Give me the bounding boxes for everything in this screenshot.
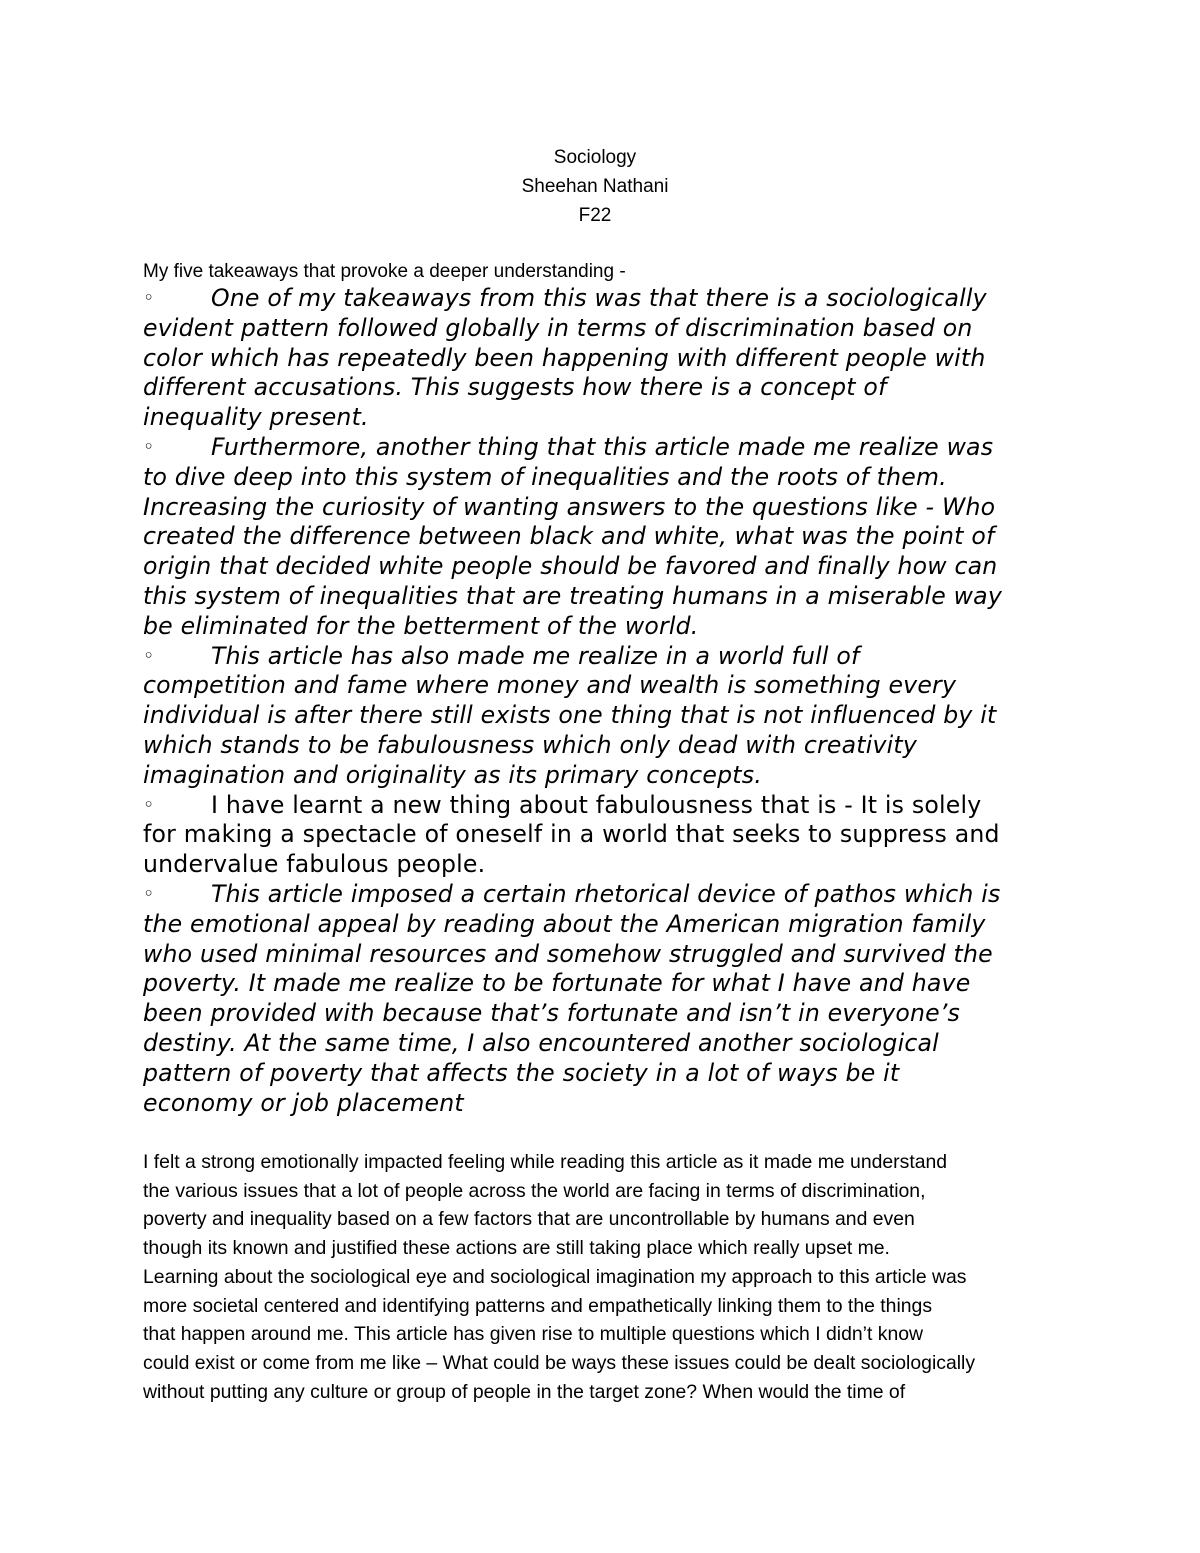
bullet-icon: ◦ bbox=[143, 435, 155, 458]
takeaway-line: economy or job placement bbox=[143, 1088, 464, 1117]
takeaways-intro: My five takeaways that provoke a deeper understanding - bbox=[143, 261, 626, 282]
takeaway-line: who used minimal resources and somehow struggled and survived the bbox=[143, 939, 993, 968]
reflection-line: I felt a strong emotionally impacted feeling while reading this article as it made me understand bbox=[143, 1151, 948, 1173]
takeaway-line: inequality present. bbox=[143, 403, 369, 432]
takeaway-line: evident pattern followed globally in terms of discrimination based on bbox=[143, 313, 973, 342]
bullet-icon: ◦ bbox=[143, 793, 155, 816]
reflection-line: the various issues that a lot of people across the world are facing in terms of discrimination, bbox=[143, 1179, 926, 1202]
takeaways-list bbox=[143, 284, 1073, 1118]
takeaway-line: for making a spectacle of oneself in a world that seeks to suppress and bbox=[143, 820, 1000, 849]
takeaway-line: this system of inequalities that are treating humans in a miserable way bbox=[143, 581, 1003, 610]
takeaway-line: This article has also made me realize in a world full of bbox=[211, 641, 860, 670]
takeaway-line: Furthermore, another thing that this article made me realize was bbox=[211, 432, 994, 461]
reflection-line: more societal centered and identifying patterns and empathetically linking them to the things bbox=[143, 1294, 933, 1317]
takeaway-line: color which has repeatedly been happening with different people with bbox=[143, 343, 986, 372]
takeaway-item bbox=[143, 642, 1073, 791]
takeaway-line: be eliminated for the betterment of the world. bbox=[143, 611, 699, 640]
takeaway-line: created the difference between black and white, what was the point of bbox=[143, 522, 995, 551]
takeaway-line: pattern of poverty that affects the society in a lot of ways be it bbox=[143, 1058, 900, 1087]
bullet-icon: ◦ bbox=[143, 644, 155, 667]
takeaway-line: which stands to be fabulousness which only dead with creativity bbox=[143, 730, 918, 759]
takeaway-line: to dive deep into this system of inequalities and the roots of them. bbox=[143, 462, 947, 491]
reflection-line: though its known and justified these actions are still taking place which really upset me. bbox=[143, 1237, 890, 1260]
author-name: Sheehan Nathani bbox=[521, 176, 669, 197]
term-label: F22 bbox=[578, 205, 612, 226]
takeaway-line: undervalue fabulous people. bbox=[143, 850, 486, 879]
takeaway-line: competition and fame where money and wealth is something every bbox=[143, 671, 957, 700]
takeaway-item bbox=[143, 433, 1073, 642]
takeaway-item bbox=[143, 791, 1073, 880]
takeaway-line: I have learnt a new thing about fabulousness that is - It is solely bbox=[211, 790, 982, 819]
takeaway-line: individual is after there still exists one thing that is not influenced by it bbox=[143, 701, 997, 730]
reflection-line: could exist or come from me like – What could be ways these issues could be dealt sociologically bbox=[143, 1351, 976, 1374]
takeaway-line: Increasing the curiosity of wanting answers to the questions like - Who bbox=[143, 492, 996, 521]
reflection-line: Learning about the sociological eye and sociological imagination my approach to this article was bbox=[143, 1265, 967, 1288]
takeaway-line: destiny. At the same time, I also encountered another sociological bbox=[143, 1028, 939, 1057]
takeaway-line: origin that decided white people should be favored and finally how can bbox=[143, 552, 998, 581]
takeaway-item bbox=[143, 284, 1073, 433]
reflection-line: that happen around me. This article has given rise to multiple questions which I didn’t know bbox=[143, 1323, 924, 1346]
takeaway-line: This article imposed a certain rhetorical device of pathos which is bbox=[211, 879, 1001, 908]
takeaway-line: One of my takeaways from this was that there is a sociologically bbox=[211, 284, 987, 312]
takeaway-line: the emotional appeal by reading about the American migration family bbox=[143, 909, 986, 938]
takeaway-item bbox=[143, 880, 1073, 1118]
document-header bbox=[0, 143, 1190, 230]
takeaway-line: poverty. It made me realize to be fortunate for what I have and have bbox=[143, 969, 971, 998]
bullet-icon: ◦ bbox=[143, 882, 155, 905]
bullet-icon: ◦ bbox=[143, 287, 155, 309]
reflection-paragraph bbox=[143, 1148, 1083, 1406]
reflection-line: poverty and inequality based on a few factors that are uncontrollable by humans and even bbox=[143, 1208, 915, 1231]
course-title: Sociology bbox=[553, 147, 637, 168]
takeaway-line: imagination and originality as its primary concepts. bbox=[143, 760, 762, 789]
reflection-line: without putting any culture or group of people in the target zone? When would the time of bbox=[143, 1380, 906, 1403]
takeaway-line: different accusations. This suggests how there is a concept of bbox=[143, 373, 887, 402]
takeaway-line: been provided with because that’s fortunate and isn’t in everyone’s bbox=[143, 999, 961, 1028]
